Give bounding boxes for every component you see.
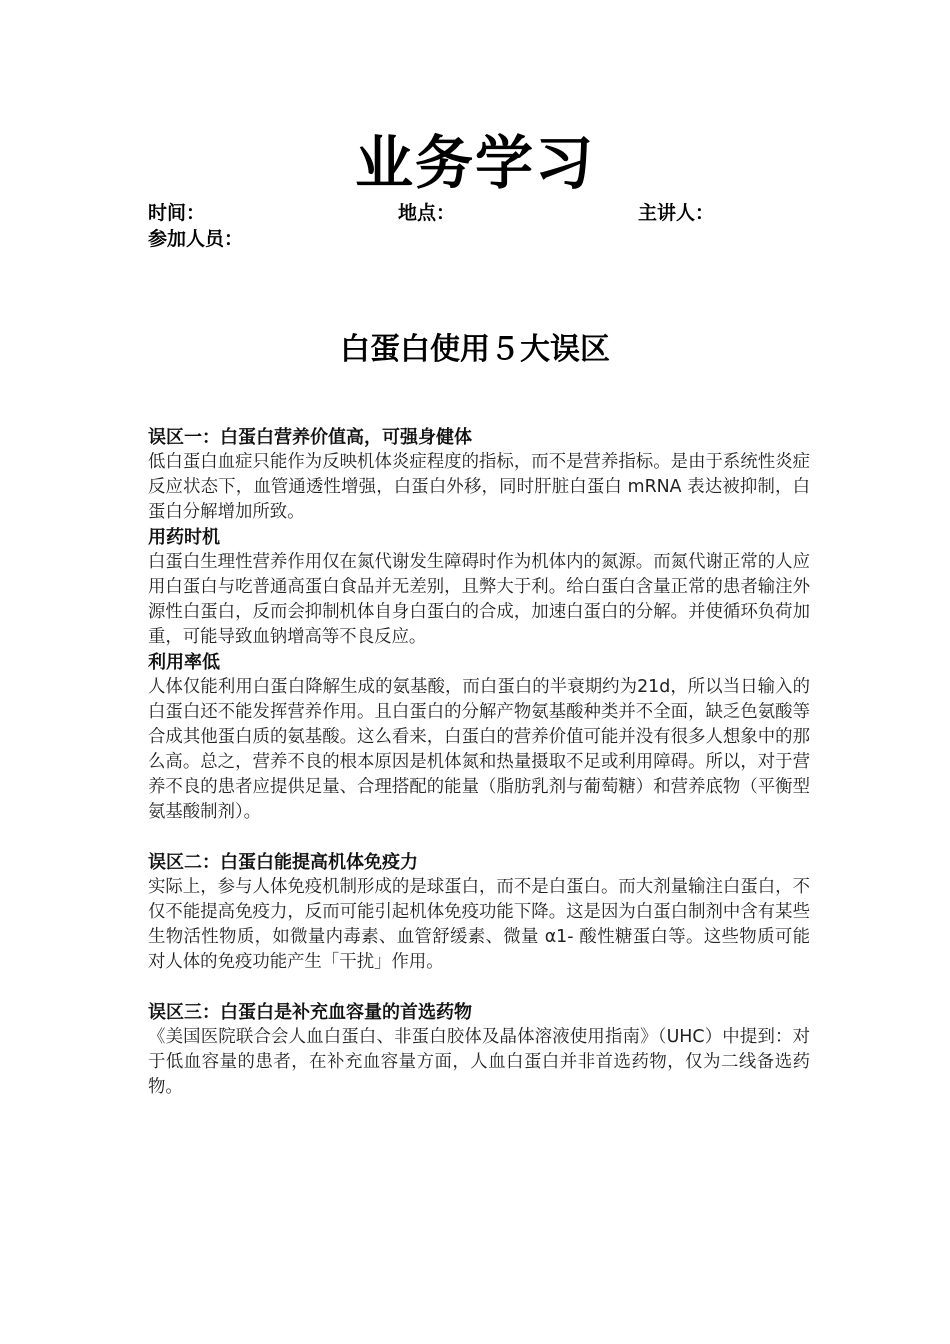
meta-attendees-label: 参加人员： (148, 228, 244, 250)
paragraph: 《美国医院联合会人血白蛋白、非蛋白胶体及晶体溶液使用指南》（UHC）中提到：对于低血容量的患者，在补充血容量方面，人血白蛋白并非首选药物，仅为二线备选药物。 (148, 1027, 810, 1097)
section-myth-1 (148, 425, 810, 825)
meta-place-label: 地点： (398, 202, 456, 224)
paragraph: 低白蛋白血症只能作为反映机体炎症程度的指标，而不是营养指标。是由于系统性炎症反应状态下，血管通透性增强，白蛋白外移，同时肝脏白蛋白 mRNA 表达被抑制，白蛋白分解增加所致。 (148, 452, 810, 522)
paragraph: 白蛋白生理性营养作用仅在氮代谢发生障碍时作为机体内的氮源。而氮代谢正常的人应用白蛋白与吃普通高蛋白食品并无差别，且弊大于利。给白蛋白含量正常的患者输注外源性白蛋白，反而会抑制机体自身白蛋白的合成，加速白蛋白的分解。并使循环负荷加重，可能导致血钠增高等不良反应。 (148, 552, 810, 647)
subsection-heading: 用药时机 (148, 527, 220, 548)
section-myth-3 (148, 1000, 810, 1100)
paragraph: 实际上，参与人体免疫机制形成的是球蛋白，而不是白蛋白。而大剂量输注白蛋白，不仅不能提高免疫力，反而可能引起机体免疫功能下降。这是因为白蛋白制剂中含有某些生物活性物质，如微量内毒素、血管舒缓素、微量 α1- 酸性糖蛋白等。这些物质可能对人体的免疫功能产生「干扰」作用。 (148, 877, 810, 972)
paragraph: 人体仅能利用白蛋白降解生成的氨基酸，而白蛋白的半衰期约为21d，所以当日输入的白蛋白还不能发挥营养作用。且白蛋白的分解产物氨基酸种类并不全面，缺乏色氨酸等合成其他蛋白质的氨基酸。这么看来，白蛋白的营养价值可能并没有很多人想象中的那么高。总之，营养不良的根本原因是机体氮和热量摄取不足或利用障碍。所以，对于营养不良的患者应提供足量、合理搭配的能量（脂肪乳剂与葡萄糖）和营养底物（平衡型氨基酸制剂）。 (148, 677, 810, 822)
subsection-heading: 利用率低 (148, 652, 220, 673)
meta-time-label: 时间： (148, 202, 206, 224)
meta-speaker-label: 主讲人： (638, 202, 715, 224)
article-title: 白蛋白使用５大误区 (340, 332, 610, 367)
section-heading: 误区二：白蛋白能提高机体免疫力 (148, 852, 418, 873)
section-myth-2 (148, 850, 810, 975)
article-body (148, 425, 810, 1100)
section-heading: 误区三：白蛋白是补充血容量的首选药物 (148, 1002, 472, 1023)
section-heading: 误区一：白蛋白营养价值高，可强身健体 (148, 427, 472, 448)
page-title: 业务学习 (354, 129, 595, 197)
